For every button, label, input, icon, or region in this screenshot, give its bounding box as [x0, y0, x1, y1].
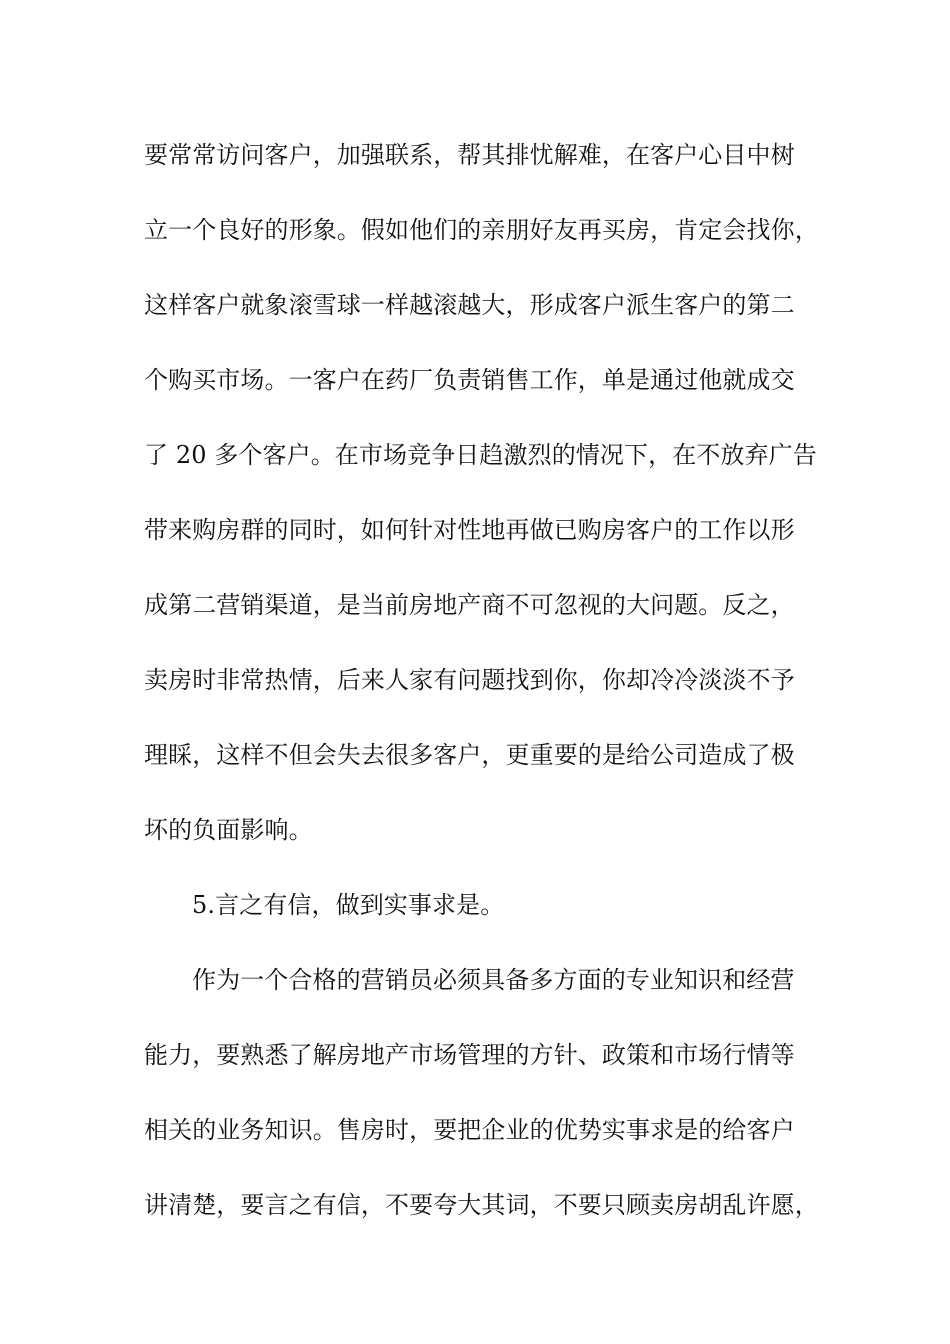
- paragraph-line: 理睬，这样不但会失去很多客户，更重要的是给公司造成了极: [144, 741, 795, 769]
- paragraph-line: 了 20 多个客户。在市场竞争日趋激烈的情况下，在不放弃广告: [144, 441, 817, 469]
- paragraph-line: 作为一个合格的营销员必须具备多方面的专业知识和经营: [192, 966, 795, 994]
- paragraph-line: 立一个良好的形象。假如他们的亲朋好友再买房，肯定会找你，: [144, 216, 819, 244]
- paragraph-line: 卖房时非常热情，后来人家有问题找到你，你却冷冷淡淡不予: [144, 666, 795, 694]
- paragraph-line: 相关的业务知识。售房时，要把企业的优势实事求是的给客户: [144, 1116, 795, 1144]
- paragraph-line: 这样客户就象滚雪球一样越滚越大，形成客户派生客户的第二: [144, 291, 795, 319]
- paragraph-line: 成第二营销渠道，是当前房地产商不可忽视的大问题。反之，: [144, 591, 795, 619]
- paragraph-line: 能力，要熟悉了解房地产市场管理的方针、政策和市场行情等: [144, 1041, 795, 1069]
- paragraph-line: 带来购房群的同时，如何针对性地再做已购房客户的工作以形: [144, 516, 795, 544]
- paragraph-line: 要常常访问客户，加强联系，帮其排忧解难，在客户心目中树: [144, 141, 795, 169]
- paragraph-line: 个购买市场。一客户在药厂负责销售工作，单是通过他就成交: [144, 366, 795, 394]
- paragraph-line: 坏的负面影响。: [144, 816, 313, 844]
- section-heading: 5.言之有信，做到实事求是。: [192, 891, 505, 919]
- paragraph-line: 讲清楚，要言之有信，不要夸大其词，不要只顾卖房胡乱许愿，: [144, 1191, 819, 1219]
